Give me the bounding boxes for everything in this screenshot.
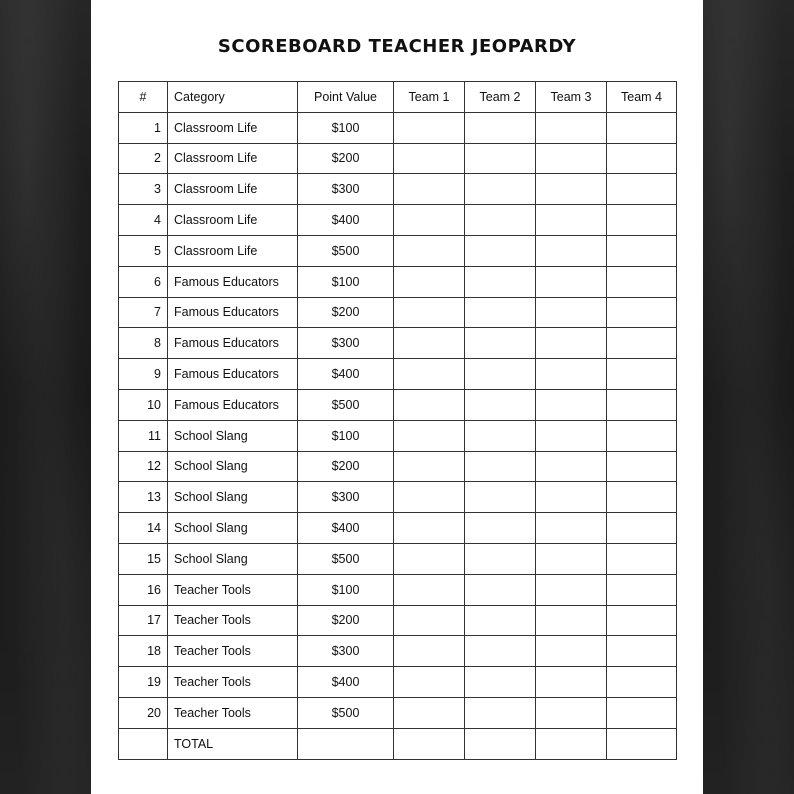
- row-point-value: $400: [298, 205, 394, 236]
- team-1-score-cell[interactable]: [394, 112, 465, 143]
- row-number: 17: [119, 605, 168, 636]
- row-number: 18: [119, 636, 168, 667]
- table-row: [119, 328, 677, 359]
- row-category: School Slang: [168, 543, 298, 574]
- team-2-score-cell[interactable]: [465, 667, 536, 698]
- row-category: School Slang: [168, 513, 298, 544]
- team-2-score-cell[interactable]: [465, 513, 536, 544]
- row-number: 8: [119, 328, 168, 359]
- team-1-score-cell[interactable]: [394, 482, 465, 513]
- team-2-score-cell[interactable]: [465, 205, 536, 236]
- total-team-2-cell: [465, 728, 536, 759]
- team-3-score-cell[interactable]: [536, 543, 607, 574]
- chalkboard-background-right: [703, 0, 794, 794]
- team-4-score-cell[interactable]: [607, 667, 677, 698]
- team-1-score-cell[interactable]: [394, 513, 465, 544]
- team-4-score-cell[interactable]: [607, 697, 677, 728]
- team-1-score-cell[interactable]: [394, 328, 465, 359]
- row-number: 5: [119, 235, 168, 266]
- team-4-score-cell[interactable]: [607, 328, 677, 359]
- row-point-value: $500: [298, 543, 394, 574]
- team-3-score-cell[interactable]: [536, 205, 607, 236]
- table-row: [119, 543, 677, 574]
- row-number: 16: [119, 574, 168, 605]
- row-category: Teacher Tools: [168, 636, 298, 667]
- team-2-score-cell[interactable]: [465, 574, 536, 605]
- row-number: 20: [119, 697, 168, 728]
- row-category: School Slang: [168, 420, 298, 451]
- team-4-score-cell[interactable]: [607, 359, 677, 390]
- team-3-score-cell[interactable]: [536, 359, 607, 390]
- total-number-cell: [119, 728, 168, 759]
- row-number: 1: [119, 112, 168, 143]
- row-point-value: $400: [298, 359, 394, 390]
- table-row: [119, 605, 677, 636]
- table-row: [119, 297, 677, 328]
- team-2-score-cell[interactable]: [465, 605, 536, 636]
- team-3-score-cell[interactable]: [536, 513, 607, 544]
- team-2-score-cell[interactable]: [465, 389, 536, 420]
- row-category: Classroom Life: [168, 143, 298, 174]
- row-point-value: $500: [298, 235, 394, 266]
- table-row: [119, 235, 677, 266]
- row-category: Famous Educators: [168, 359, 298, 390]
- row-point-value: $300: [298, 482, 394, 513]
- total-label: TOTAL: [168, 728, 298, 759]
- team-1-score-cell[interactable]: [394, 235, 465, 266]
- chalkboard-background-left: [0, 0, 91, 794]
- row-point-value: $100: [298, 266, 394, 297]
- team-3-score-cell[interactable]: [536, 605, 607, 636]
- team-2-score-cell[interactable]: [465, 697, 536, 728]
- table-row: [119, 667, 677, 698]
- scoreboard-table: [118, 81, 677, 760]
- row-point-value: $300: [298, 174, 394, 205]
- team-1-score-cell[interactable]: [394, 636, 465, 667]
- team-3-score-cell[interactable]: [536, 266, 607, 297]
- row-number: 9: [119, 359, 168, 390]
- team-3-score-cell[interactable]: [536, 143, 607, 174]
- row-point-value: $200: [298, 143, 394, 174]
- row-point-value: $200: [298, 451, 394, 482]
- team-4-score-cell[interactable]: [607, 543, 677, 574]
- table-row: [119, 112, 677, 143]
- row-category: Famous Educators: [168, 297, 298, 328]
- total-row: [119, 728, 677, 759]
- row-category: School Slang: [168, 482, 298, 513]
- row-category: Teacher Tools: [168, 574, 298, 605]
- team-2-score-cell[interactable]: [465, 266, 536, 297]
- team-2-score-cell[interactable]: [465, 482, 536, 513]
- row-number: 19: [119, 667, 168, 698]
- row-number: 2: [119, 143, 168, 174]
- row-point-value: $200: [298, 297, 394, 328]
- team-3-score-cell[interactable]: [536, 174, 607, 205]
- table-row: [119, 697, 677, 728]
- team-1-score-cell[interactable]: [394, 297, 465, 328]
- row-number: 12: [119, 451, 168, 482]
- total-points-cell: [298, 728, 394, 759]
- team-1-score-cell[interactable]: [394, 143, 465, 174]
- team-2-score-cell[interactable]: [465, 328, 536, 359]
- total-team-4-cell: [607, 728, 677, 759]
- team-3-score-cell[interactable]: [536, 235, 607, 266]
- table-row: [119, 420, 677, 451]
- total-team-3-cell: [536, 728, 607, 759]
- scoreboard-sheet: [91, 0, 703, 794]
- team-2-score-cell[interactable]: [465, 543, 536, 574]
- team-1-score-cell[interactable]: [394, 451, 465, 482]
- table-row: [119, 482, 677, 513]
- row-number: 13: [119, 482, 168, 513]
- team-4-score-cell[interactable]: [607, 143, 677, 174]
- row-category: Classroom Life: [168, 174, 298, 205]
- row-point-value: $500: [298, 389, 394, 420]
- team-1-score-cell[interactable]: [394, 543, 465, 574]
- header-number: #: [119, 82, 168, 113]
- team-2-score-cell[interactable]: [465, 420, 536, 451]
- total-team-1-cell: [394, 728, 465, 759]
- team-3-score-cell[interactable]: [536, 574, 607, 605]
- table-row: [119, 389, 677, 420]
- row-category: Teacher Tools: [168, 667, 298, 698]
- row-category: Teacher Tools: [168, 605, 298, 636]
- team-3-score-cell[interactable]: [536, 451, 607, 482]
- table-row: [119, 266, 677, 297]
- team-2-score-cell[interactable]: [465, 112, 536, 143]
- team-1-score-cell[interactable]: [394, 266, 465, 297]
- row-category: Famous Educators: [168, 328, 298, 359]
- row-point-value: $100: [298, 112, 394, 143]
- header-team-2: Team 2: [465, 82, 536, 113]
- team-2-score-cell[interactable]: [465, 174, 536, 205]
- row-point-value: $200: [298, 605, 394, 636]
- team-4-score-cell[interactable]: [607, 420, 677, 451]
- team-1-score-cell[interactable]: [394, 420, 465, 451]
- team-4-score-cell[interactable]: [607, 513, 677, 544]
- team-3-score-cell[interactable]: [536, 297, 607, 328]
- row-number: 15: [119, 543, 168, 574]
- row-number: 11: [119, 420, 168, 451]
- team-4-score-cell[interactable]: [607, 297, 677, 328]
- row-category: Famous Educators: [168, 266, 298, 297]
- team-1-score-cell[interactable]: [394, 359, 465, 390]
- header-team-1: Team 1: [394, 82, 465, 113]
- team-1-score-cell[interactable]: [394, 574, 465, 605]
- table-row: [119, 174, 677, 205]
- row-category: Classroom Life: [168, 235, 298, 266]
- row-number: 3: [119, 174, 168, 205]
- table-row: [119, 359, 677, 390]
- team-1-score-cell[interactable]: [394, 667, 465, 698]
- row-number: 6: [119, 266, 168, 297]
- team-1-score-cell[interactable]: [394, 174, 465, 205]
- team-4-score-cell[interactable]: [607, 235, 677, 266]
- team-1-score-cell[interactable]: [394, 697, 465, 728]
- team-4-score-cell[interactable]: [607, 605, 677, 636]
- team-3-score-cell[interactable]: [536, 667, 607, 698]
- team-2-score-cell[interactable]: [465, 636, 536, 667]
- table-row: [119, 205, 677, 236]
- page-title: SCOREBOARD TEACHER JEOPARDY: [217, 36, 577, 57]
- row-category: School Slang: [168, 451, 298, 482]
- table-row: [119, 143, 677, 174]
- team-4-score-cell[interactable]: [607, 174, 677, 205]
- team-2-score-cell[interactable]: [465, 451, 536, 482]
- team-3-score-cell[interactable]: [536, 389, 607, 420]
- team-4-score-cell[interactable]: [607, 451, 677, 482]
- row-category: Teacher Tools: [168, 697, 298, 728]
- row-number: 4: [119, 205, 168, 236]
- row-number: 7: [119, 297, 168, 328]
- team-2-score-cell[interactable]: [465, 235, 536, 266]
- row-point-value: $300: [298, 636, 394, 667]
- team-3-score-cell[interactable]: [536, 328, 607, 359]
- row-category: Classroom Life: [168, 112, 298, 143]
- row-number: 14: [119, 513, 168, 544]
- table-row: [119, 451, 677, 482]
- team-2-score-cell[interactable]: [465, 359, 536, 390]
- team-1-score-cell[interactable]: [394, 389, 465, 420]
- team-1-score-cell[interactable]: [394, 605, 465, 636]
- table-row: [119, 636, 677, 667]
- row-point-value: $300: [298, 328, 394, 359]
- team-4-score-cell[interactable]: [607, 205, 677, 236]
- team-4-score-cell[interactable]: [607, 482, 677, 513]
- team-3-score-cell[interactable]: [536, 420, 607, 451]
- team-3-score-cell[interactable]: [536, 697, 607, 728]
- team-3-score-cell[interactable]: [536, 636, 607, 667]
- row-category: Classroom Life: [168, 205, 298, 236]
- row-category: Famous Educators: [168, 389, 298, 420]
- header-point-value: Point Value: [298, 82, 394, 113]
- row-point-value: $400: [298, 513, 394, 544]
- team-3-score-cell[interactable]: [536, 482, 607, 513]
- table-row: [119, 513, 677, 544]
- team-4-score-cell[interactable]: [607, 636, 677, 667]
- team-2-score-cell[interactable]: [465, 143, 536, 174]
- team-4-score-cell[interactable]: [607, 389, 677, 420]
- header-category: Category: [168, 82, 298, 113]
- header-team-3: Team 3: [536, 82, 607, 113]
- row-point-value: $400: [298, 667, 394, 698]
- table-row: [119, 574, 677, 605]
- team-4-score-cell[interactable]: [607, 266, 677, 297]
- row-point-value: $100: [298, 420, 394, 451]
- team-4-score-cell[interactable]: [607, 574, 677, 605]
- team-3-score-cell[interactable]: [536, 112, 607, 143]
- row-point-value: $500: [298, 697, 394, 728]
- row-number: 10: [119, 389, 168, 420]
- row-point-value: $100: [298, 574, 394, 605]
- header-team-4: Team 4: [607, 82, 677, 113]
- team-4-score-cell[interactable]: [607, 112, 677, 143]
- team-1-score-cell[interactable]: [394, 205, 465, 236]
- header-row: [119, 82, 677, 113]
- team-2-score-cell[interactable]: [465, 297, 536, 328]
